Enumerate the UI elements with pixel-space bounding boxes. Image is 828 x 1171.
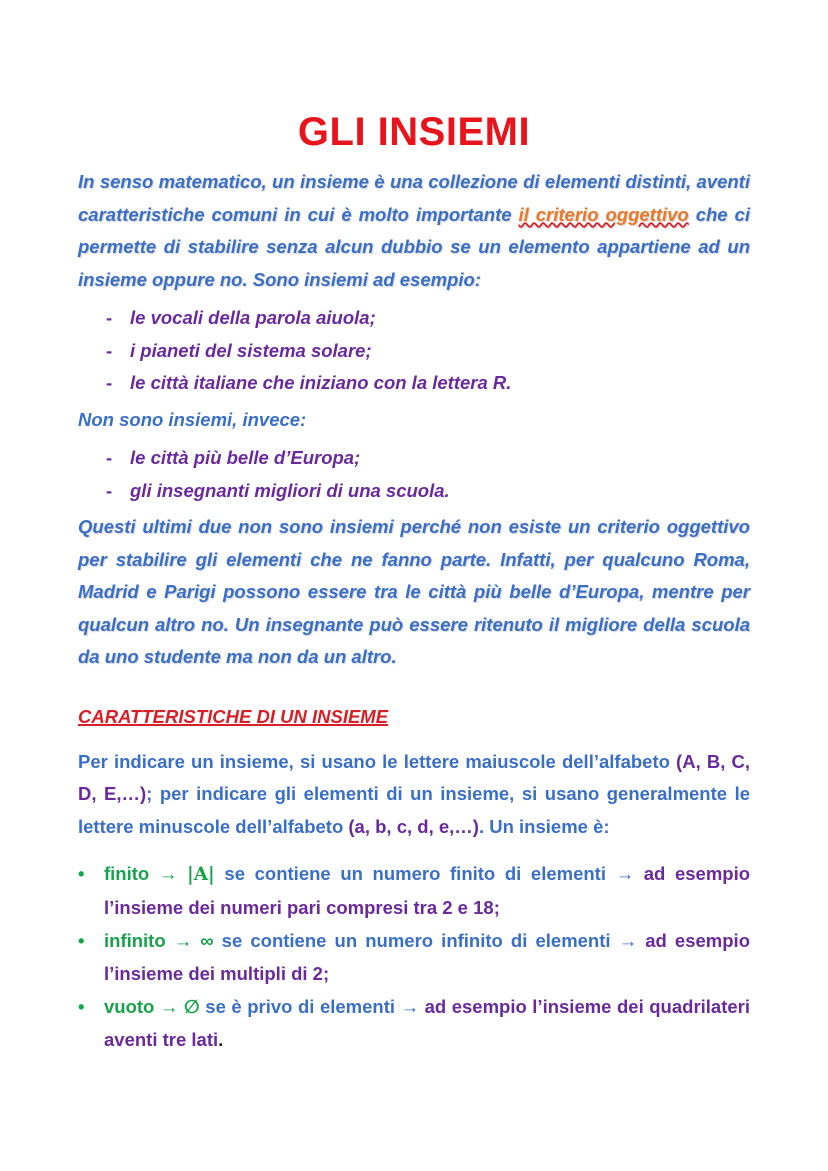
list-item <box>106 302 750 335</box>
page-title: GLI INSIEMI <box>297 110 531 154</box>
list-item-text: le vocali della parola aiuola; <box>130 307 376 328</box>
type-description: se contiene un numero finito di elementi <box>214 863 616 884</box>
infinity-symbol: ∞ <box>200 930 214 951</box>
type-example: ad esempio l’insieme dei multipli di 2; <box>104 930 750 984</box>
list-item-text: le città più belle d’Europa; <box>130 447 361 468</box>
type-name: finito <box>104 863 150 884</box>
notation-text-2: ; per indicare gli elementi di un insieme, si usano generalmente le lettere minuscole dell’alfabeto <box>78 783 750 837</box>
dash-marker: - <box>106 479 113 501</box>
arrow-icon: → <box>400 996 420 1017</box>
list-item <box>106 335 750 368</box>
list-item <box>106 367 750 400</box>
type-description: se contiene un numero infinito di elementi <box>213 930 619 951</box>
intro-text-1: In senso matematico, un insieme è una collezione di elementi distinti, aventi caratteristiche comuni in cui è molto importante <box>78 171 750 225</box>
dash-marker: - <box>106 372 113 393</box>
list-item-text: i pianeti del sistema solare; <box>130 339 372 361</box>
explanation-paragraph: Questi ultimi due non sono insiemi perché non esiste un criterio oggettivo per stabilire gli elementi che ne fanno parte. Infatti, per qualcuno Roma, Madrid e Parigi possono essere tra le città più belle d’Europa, mentre per qualcun altro no. Un insegnante può essere ritenuto il migliore della scuola da uno studente ma non da un altro. <box>78 516 750 667</box>
section-heading: CARATTERISTICHE DI UN INSIEME <box>78 705 389 727</box>
list-item-text: le città italiane che iniziano con la lettera R. <box>130 372 512 393</box>
empty-set-symbol: ∅ <box>183 996 200 1017</box>
lowercase-letters: (a, b, c, d, e,…) <box>348 815 479 837</box>
non-sets-intro: Non sono insiemi, invece: <box>78 408 307 430</box>
non-sets-examples-list <box>78 442 750 507</box>
sets-examples-list <box>78 302 750 400</box>
type-example: ad esempio l’insieme dei numeri pari compresi tra 2 e 18; <box>104 863 751 918</box>
list-item <box>106 442 750 475</box>
type-example: ad esempio l’insieme dei quadrilateri aventi tre lati <box>104 996 751 1050</box>
bullet-marker: • <box>78 930 85 951</box>
type-description: se è privo di elementi <box>199 996 401 1017</box>
dash-marker: - <box>106 447 113 468</box>
list-item-finito <box>78 857 750 924</box>
bullet-marker: • <box>78 996 85 1017</box>
list-item <box>106 475 750 508</box>
type-name: infinito <box>104 930 166 951</box>
uppercase-letters: (A, B, C, D, E,…) <box>78 750 750 804</box>
set-types-list <box>78 857 750 1056</box>
notation-paragraph <box>78 746 750 844</box>
type-name: vuoto <box>104 996 155 1017</box>
criterio-oggettivo-highlight: il criterio oggettivo <box>518 203 689 225</box>
list-item-infinito <box>78 924 750 990</box>
dash-marker: - <box>106 339 113 361</box>
period: . <box>218 1029 224 1050</box>
list-item-vuoto <box>78 990 750 1056</box>
intro-paragraph <box>78 166 750 296</box>
list-item-text: gli insegnanti migliori di una scuola. <box>130 479 450 501</box>
cardinality-symbol: |A| <box>186 864 215 885</box>
dash-marker: - <box>106 307 113 328</box>
bullet-marker: • <box>78 863 85 884</box>
arrow-icon: → <box>615 863 635 884</box>
arrow-icon: → <box>149 863 187 884</box>
intro-text-2: che ci permette di stabilire senza alcun dubbio se un elemento appartiene ad un insieme oppure no. Sono insiemi ad esempio: <box>78 203 750 290</box>
notation-text-3: . Un insieme è: <box>478 815 610 837</box>
arrow-icon: → <box>618 930 638 951</box>
notation-text-1: Per indicare un insieme, si usano le lettere maiuscole dell’alfabeto <box>78 750 677 772</box>
arrow-icon: → <box>154 996 184 1017</box>
arrow-icon: → <box>165 930 201 951</box>
